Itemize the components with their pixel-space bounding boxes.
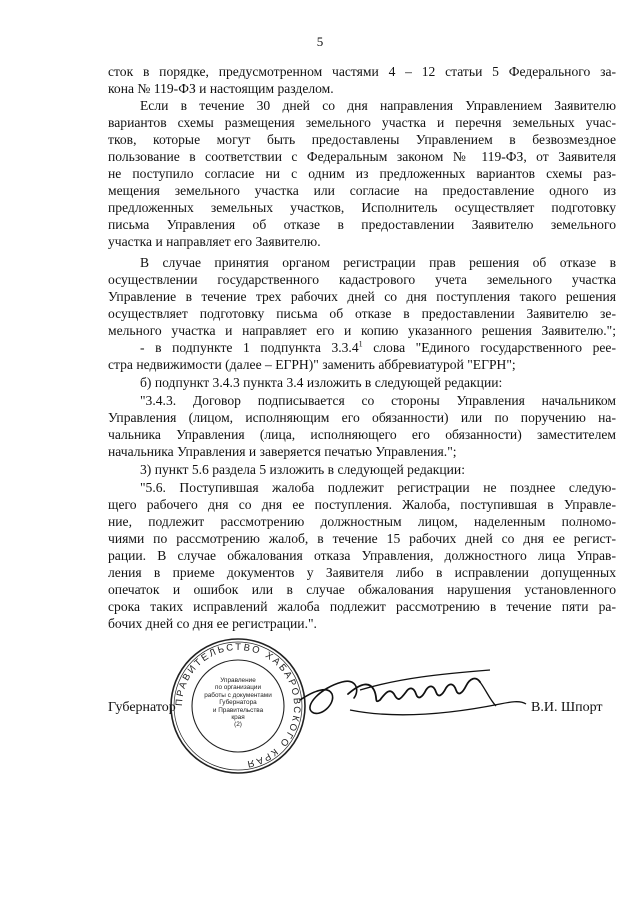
text-line: чальника Управления (лица, исполняющего его обязанности) заместителем (108, 427, 616, 442)
text-line: пользование в соответствии с Федеральным законом № 119-ФЗ, от Заявителя (108, 149, 616, 164)
text-line: стра недвижимости (далее – ЕГРН)" заменить аббревиатурой "ЕГРН"; (108, 357, 516, 372)
page-number: 5 (316, 34, 324, 49)
svg-text:ПРАВИТЕЛЬСТВО ХАБАРОВСКОГО КРА: ПРАВИТЕЛЬСТВО ХАБАРОВСКОГО КРАЯ (173, 641, 303, 770)
signatory-name: В.И. Шпорт (531, 700, 603, 715)
text-line (140, 339, 616, 356)
text-line: участка и направляет его Заявителю. (108, 234, 321, 249)
text-line: Если в течение 30 дней со дня направления Управлением Заявителю (140, 98, 616, 113)
signatory-title: Губернатор (108, 700, 176, 715)
text-line: осуществляет подготовку письма об отказе в предоставлении Заявителю зе- (108, 306, 616, 321)
text-line: предложенных земельных участков, Исполнитель осуществляет подготовку (108, 200, 616, 215)
text-line: начальника Управления и заверяется печатью Управления."; (108, 444, 457, 459)
text-line: Управления (лицом, исполняющим его обязанности) или по поручению на- (108, 410, 616, 425)
text-line: мельного участка и направляет его и копию указанного решения Заявителю."; (108, 323, 616, 338)
text-line: мещения земельного участка или согласие на предоставление одного из (108, 183, 616, 198)
text-line: письма Управления об отказе в предоставлении Заявителю земельного (108, 217, 616, 232)
text-line: сток в порядке, предусмотренном частями 4 – 12 статьи 5 Федерального за- (108, 64, 616, 79)
text-line: Управление в течение трех рабочих дней со дня поступления такого решения (108, 289, 616, 304)
text-line: чиями по рассмотрению жалоб, в течение 15 рабочих дней со дня ее регист- (108, 531, 616, 546)
text-line: В случае принятия органом регистрации прав решения об отказе в (140, 255, 616, 270)
text-line: опечаток и ошибок или в случае обжалования нарушения установленного (108, 582, 616, 597)
handwritten-signature (290, 660, 530, 730)
text-line: рации. В случае обжалования отказа Управления, должностного лица Управ- (108, 548, 616, 563)
text-fragment: - в подпункте 1 подпункта 3.3.4 (140, 340, 359, 355)
text-line: 3) пункт 5.6 раздела 5 изложить в следующей редакции: (140, 462, 465, 477)
text-line: бочих дней со дня ее регистрации.". (108, 616, 317, 631)
text-line: тков, которые могут быть предоставлены Управлением в безвозмездное (108, 132, 616, 147)
text-line: вариантов схемы размещения земельного участка и перечня земельных учас- (108, 115, 616, 130)
text-line: кона № 119-ФЗ и настоящим разделом. (108, 81, 334, 96)
superscript: 1 (358, 339, 363, 349)
text-line: ние, подлежит рассмотрению должностным лицом, наделенным полномо- (108, 514, 616, 529)
text-line: ления в приеме документов у Заявителя либо в исправлении допущенных (108, 565, 616, 580)
text-line: не поступило согласие ни с одним из предложенных вариантов схемы раз- (108, 166, 616, 181)
text-line: б) подпункт 3.4.3 пункта 3.4 изложить в следующей редакции: (140, 375, 503, 390)
text-line: срока таких исправлений жалоба подлежит рассмотрению в течение пяти ра- (108, 599, 616, 614)
text-line: осуществлении государственного кадастрового учета земельного участка (108, 272, 616, 287)
seal-inner-text: Управление по организации работы с документами Губернатора и Правительства края (2) (204, 677, 272, 729)
text-fragment: слова "Единого государственного рее- (362, 340, 616, 355)
text-line: щего рабочего дня со дня ее поступления. Жалоба, поступившая в Управле- (108, 497, 616, 512)
text-line: "5.6. Поступившая жалоба подлежит регистрации не позднее следую- (140, 480, 616, 495)
text-line: "3.4.3. Договор подписывается со стороны Управления начальником (140, 393, 616, 408)
